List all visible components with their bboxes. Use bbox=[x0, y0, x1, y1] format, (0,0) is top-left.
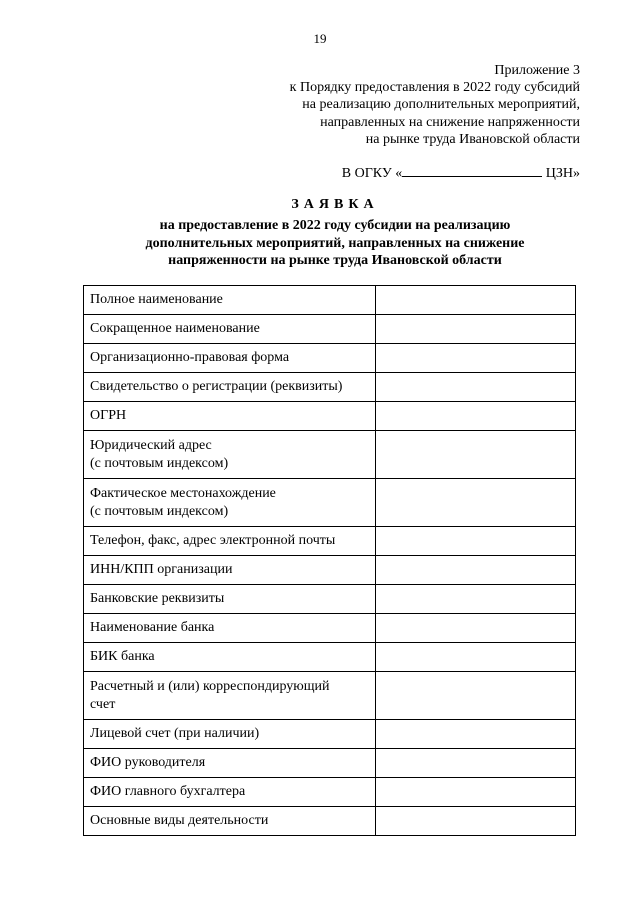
field-value[interactable] bbox=[375, 672, 575, 720]
field-label: ФИО главного бухгалтера bbox=[84, 778, 376, 807]
appendix-line: к Порядку предоставления в 2022 году субсидий bbox=[289, 80, 580, 96]
field-label: ИНН/КПП организации bbox=[84, 556, 376, 585]
appendix-line: на реализацию дополнительных мероприятий, bbox=[302, 97, 580, 113]
table-row bbox=[84, 286, 576, 315]
field-label: БИК банка bbox=[84, 643, 376, 672]
appendix-line: на рынке труда Ивановской области bbox=[365, 131, 580, 147]
field-label: Лицевой счет (при наличии) bbox=[84, 720, 376, 749]
table-row bbox=[84, 402, 576, 431]
field-value[interactable] bbox=[375, 479, 575, 527]
field-label: Свидетельство о регистрации (реквизиты) bbox=[84, 373, 376, 402]
appendix-line: направленных на снижение напряженности bbox=[320, 114, 580, 130]
table-row bbox=[84, 527, 576, 556]
field-value[interactable] bbox=[375, 749, 575, 778]
table-row bbox=[84, 585, 576, 614]
document-title: ЗАЯВКА bbox=[291, 197, 379, 212]
field-value[interactable] bbox=[375, 373, 575, 402]
field-label: Телефон, факс, адрес электронной почты bbox=[84, 527, 376, 556]
table-row bbox=[84, 431, 576, 479]
table-row bbox=[84, 344, 576, 373]
field-value[interactable] bbox=[375, 315, 575, 344]
table-row bbox=[84, 373, 576, 402]
document-subtitle bbox=[0, 217, 640, 270]
field-label: Организационно-правовая форма bbox=[84, 344, 376, 373]
subtitle-line: на предоставление в 2022 году субсидии на реализацию bbox=[159, 218, 511, 233]
table-row bbox=[84, 778, 576, 807]
field-label: Банковские реквизиты bbox=[84, 585, 376, 614]
recipient-line bbox=[342, 164, 580, 182]
field-label: Основные виды деятельности bbox=[84, 807, 376, 836]
field-value[interactable] bbox=[375, 527, 575, 556]
field-value[interactable] bbox=[375, 807, 575, 836]
subtitle-line: напряженности на рынке труда Ивановской области bbox=[168, 253, 502, 268]
field-label: Расчетный и (или) корреспондирующий счет bbox=[84, 672, 376, 720]
recipient-blank-field[interactable] bbox=[402, 164, 542, 177]
field-value[interactable] bbox=[375, 778, 575, 807]
field-value[interactable] bbox=[375, 614, 575, 643]
field-value[interactable] bbox=[375, 720, 575, 749]
application-form-table bbox=[83, 285, 576, 836]
page-number: 19 bbox=[313, 31, 327, 46]
table-row bbox=[84, 643, 576, 672]
table-row bbox=[84, 614, 576, 643]
field-value[interactable] bbox=[375, 585, 575, 614]
field-label: ФИО руководителя bbox=[84, 749, 376, 778]
table-row bbox=[84, 479, 576, 527]
field-label: Наименование банка bbox=[84, 614, 376, 643]
field-value[interactable] bbox=[375, 643, 575, 672]
field-value[interactable] bbox=[375, 431, 575, 479]
recipient-suffix: ЦЗН» bbox=[542, 166, 580, 181]
table-row bbox=[84, 556, 576, 585]
field-value[interactable] bbox=[375, 344, 575, 373]
field-value[interactable] bbox=[375, 402, 575, 431]
appendix-line: Приложение 3 bbox=[494, 63, 580, 78]
field-label: Полное наименование bbox=[84, 286, 376, 315]
appendix-header bbox=[290, 62, 580, 148]
field-value[interactable] bbox=[375, 556, 575, 585]
table-row bbox=[84, 720, 576, 749]
table-row bbox=[84, 749, 576, 778]
table-row bbox=[84, 807, 576, 836]
field-label: Сокращенное наименование bbox=[84, 315, 376, 344]
recipient-prefix: В ОГКУ « bbox=[341, 166, 403, 181]
subtitle-line: дополнительных мероприятий, направленных на снижение bbox=[145, 235, 525, 251]
field-label: ОГРН bbox=[84, 402, 376, 431]
table-row bbox=[84, 672, 576, 720]
table-row bbox=[84, 315, 576, 344]
field-label: Фактическое местонахождение (с почтовым индексом) bbox=[84, 479, 376, 527]
field-label: Юридический адрес (с почтовым индексом) bbox=[84, 431, 376, 479]
field-value[interactable] bbox=[375, 286, 575, 315]
